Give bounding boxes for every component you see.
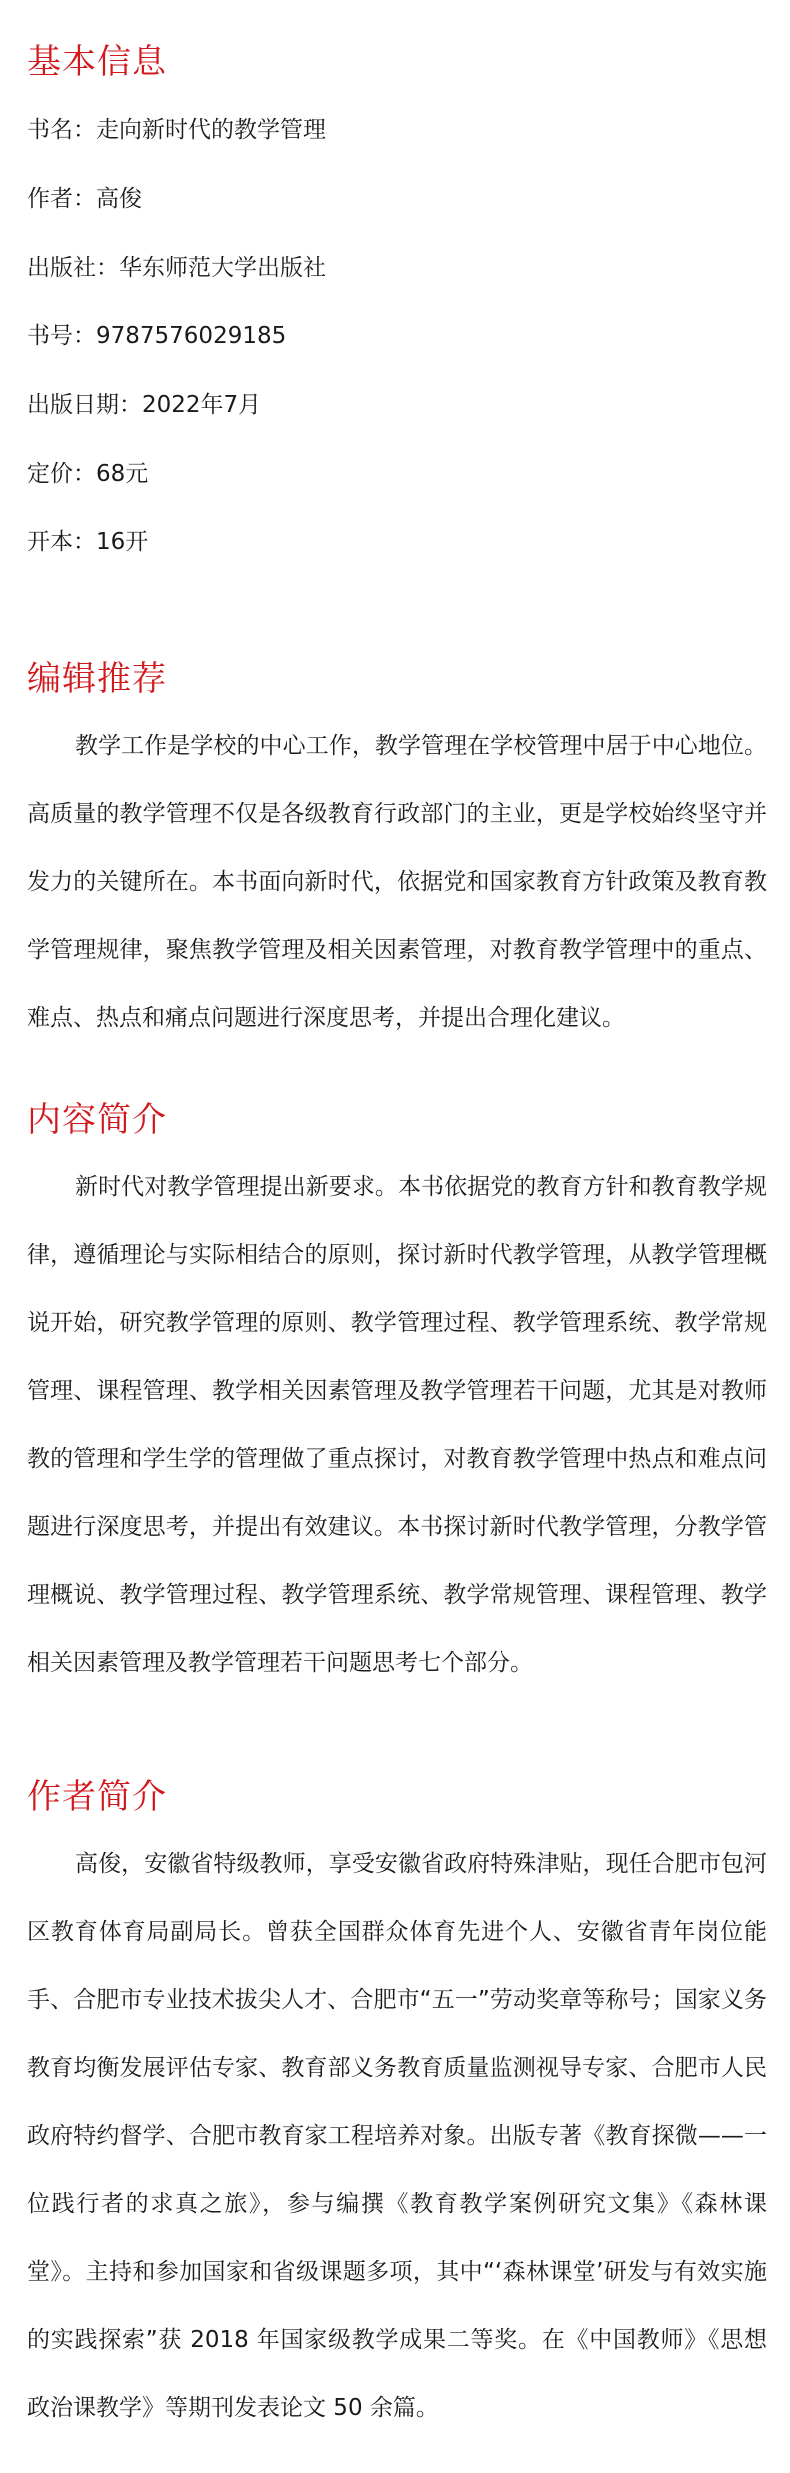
isbn-line: 书号：9787576029185 [27, 323, 287, 349]
author-line: 作者：高俊 [27, 186, 142, 212]
book-name-line: 书名：走向新时代的教学管理 [27, 117, 326, 143]
content-summary-heading: 内容简介 [27, 1100, 167, 1140]
format-line: 开本：16开 [27, 529, 149, 555]
basic-info-heading: 基本信息 [27, 42, 167, 82]
content-summary-text: 新时代对教学管理提出新要求。本书依据党的教育方针和教育教学规律，遵循理论与实际相结合的原则，探讨新时代教学管理，从教学管理概说开始，研究教学管理的原则、教学管理过程、教学管理系统、教学常规管理、课程管理、教学相关因素管理及教学管理若干问题，尤其是对教师教的管理和学生学的管理做了重点探讨，对教育教学管理中热点和难点问题进行深度思考，并提出有效建议。本书探讨新时代教学管理，分教学管理概说、教学管理过程、教学管理系统、教学常规管理、课程管理、教学相关因素管理及教学管理若干问题思考七个部分。 [27, 1174, 767, 1676]
editor-recommendation-heading: 编辑推荐 [27, 659, 167, 699]
price-line: 定价：68元 [27, 461, 149, 487]
author-intro-text: 高俊，安徽省特级教师，享受安徽省政府特殊津贴，现任合肥市包河区教育体育局副局长。曾获全国群众体育先进个人、安徽省青年岗位能手、合肥市专业技术拔尖人才、合肥市“五一”劳动奖章等称号；国家义务教育均衡发展评估专家、教育部义务教育质量监测视导专家、合肥市人民政府特约督学、合肥市教育家工程培养对象。出版专著《教育探微——一位践行者的求真之旅》，参与编撰《教育教学案例研究文集》《森林课堂》。主持和参加国家和省级课题多项，其中“‘森林课堂’研发与有效实施的实践探索”获 2018 年国家级教学成果二等奖。在《中国教师》《思想政治课教学》等期刊发表论文 50 余篇。 [27, 1851, 767, 2421]
publish-date-line: 出版日期：2022年7月 [27, 392, 262, 418]
editor-recommendation-text: 教学工作是学校的中心工作，教学管理在学校管理中居于中心地位。高质量的教学管理不仅是各级教育行政部门的主业，更是学校始终坚守并发力的关键所在。本书面向新时代，依据党和国家教育方针政策及教育教学管理规律，聚焦教学管理及相关因素管理，对教育教学管理中的重点、难点、热点和痛点问题进行深度思考，并提出合理化建议。 [27, 733, 767, 1031]
publisher-line: 出版社：华东师范大学出版社 [27, 255, 326, 281]
author-intro-heading: 作者简介 [27, 1777, 167, 1817]
